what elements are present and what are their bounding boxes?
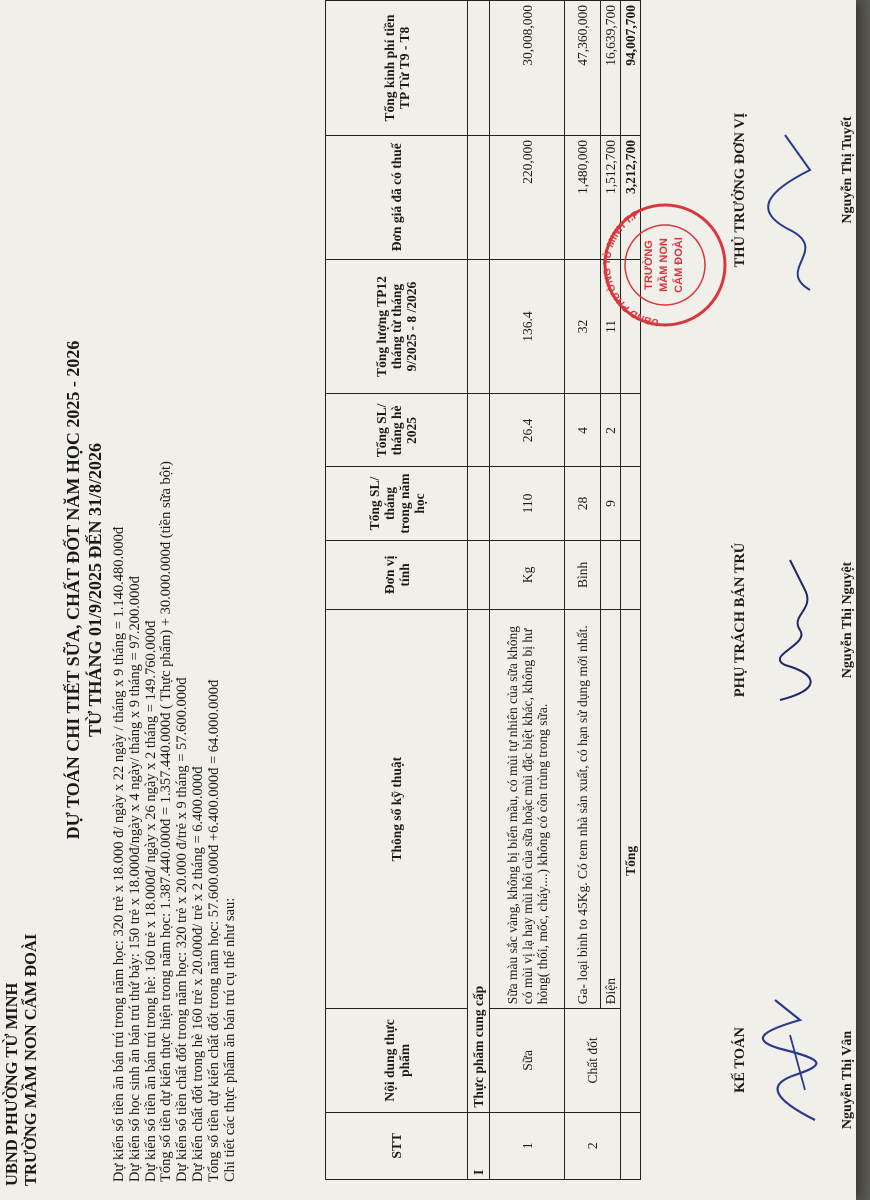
cell-name: Chất đốt <box>565 1009 621 1112</box>
unit-line-1: UBND PHƯỜNG TỪ MINH <box>2 982 21 1186</box>
cell-price: 220,000 <box>490 135 565 259</box>
cell-sl-year: 110 <box>490 467 565 540</box>
estimate-line: Dự kiến số học sinh ăn bán trú thứ bảy: 150 trẻ x 18.000đ/ngày x 4 ngày/ tháng x 9 tháng = 97.200.000đ <box>126 576 143 1182</box>
table-row <box>601 1 621 1180</box>
cell-spec: Sữa màu sắc vàng, không bị biến mầu, có mùi tự nhiên của sữa không có mùi vị lạ hay mùi hôi của sữa hoặc mùi đặc biệt khác, không bị hư hỏng( thối, mốc, cháy....) không có côn trùng trong sữa. <box>490 610 565 1009</box>
cell-amount: 30,008,000 <box>490 1 565 136</box>
accountant-name: Nguyễn Thị Vân <box>840 1030 855 1130</box>
total-amount: 94,007,700 <box>621 1 641 136</box>
cell-sl-summer: 26.4 <box>490 394 565 467</box>
header-unit: Đơn vị tính <box>326 540 468 610</box>
cell-spec: Ga- loại bình to 45Kg. Có tem nhà sản xuất, có hạn sử dụng mới nhất. <box>565 610 601 1009</box>
stamp-line-1: TRƯỜNG <box>643 240 655 290</box>
title-line-1: DỰ TOÁN CHI TIẾT SỮA, CHẤT ĐỐT NĂM HỌC 2025 - 2026 <box>63 340 83 840</box>
document-title <box>62 280 106 900</box>
cell-price: 1,512,700 <box>601 135 621 259</box>
estimate-line: Dự kiến số tiền ăn bán trú trong năm học: 320 trẻ x 18.000 đ/ ngày x 22 ngày / tháng x 9 tháng = 1.140.480.000đ <box>111 526 127 1182</box>
accountant-title: KẾ TOÁN <box>732 1027 748 1093</box>
stamp-line-2: MẦM NON <box>658 238 670 292</box>
estimate-table <box>325 0 641 1180</box>
accountant-signature <box>755 980 835 1130</box>
cell-price: 1,480,000 <box>565 135 601 259</box>
header-sl-summer: Tổng SL/ tháng hè 2025 <box>326 394 468 467</box>
cell-sl-summer: 2 <box>601 394 621 467</box>
cell-total-qty: 32 <box>565 259 601 394</box>
title-line-2: TỪ THÁNG 01/9/2025 ĐẾN 31/8/2026 <box>85 442 105 738</box>
section-row <box>468 1 490 1180</box>
total-row <box>621 1 641 1180</box>
head-signature <box>760 120 840 300</box>
cell-unit: Kg <box>490 540 565 610</box>
header-sl-year: Tổng SL/ tháng trong năm học <box>326 467 468 540</box>
section-no: I <box>468 1112 490 1179</box>
cell-amount: 47,360,000 <box>565 1 601 136</box>
header-price: Đơn giá đã có thuế <box>326 135 468 259</box>
estimate-line: Dự kiến số tiền ăn bán trú trong hè: 160 trẻ x 18.000đ/ ngày x 26 ngày x 2 tháng = 149.760.000đ <box>142 620 159 1182</box>
cell-sl-year: 9 <box>601 467 621 540</box>
section-label: Thực phẩm cung cấp <box>468 610 490 1112</box>
cell-stt: 1 <box>490 1112 565 1179</box>
unit-line-2: TRƯỜNG MẦM NON CẨM ĐOÀI <box>21 933 40 1186</box>
head-name: Nguyễn Thị Tuyết <box>840 116 855 224</box>
cell-sl-year: 28 <box>565 467 601 540</box>
cell-name: Sữa <box>490 1009 565 1112</box>
header-amount: Tổng kinh phí tiền TP Từ T9 - T8 <box>326 1 468 136</box>
official-stamp <box>600 190 730 340</box>
table-header-row <box>326 1 468 1180</box>
cell-stt: 2 <box>565 1112 621 1179</box>
table-row <box>490 1 565 1180</box>
cell-total-qty: 11 <box>601 259 621 394</box>
estimate-line: Dự kiến số tiền chất đốt trong năm học: 320 trẻ x 20.000 đ/trẻ x 9 tháng = 57.600.000đ <box>174 677 191 1182</box>
estimate-line: Dự kiến chất đốt trong hè 160 trẻ x 20.000đ/ trẻ x 2 tháng = 6.400.000đ <box>189 766 206 1182</box>
cell-amount: 16,639,700 <box>601 1 621 136</box>
cell-unit <box>601 540 621 610</box>
boarding-name: Nguyễn Thị Nguyệt <box>840 561 855 679</box>
unit-header <box>2 926 40 1186</box>
header-stt: STT <box>326 1112 468 1179</box>
estimate-line: Tổng số tiền dự kiến chất đốt trong năm học: 57.600.000đ +6.400.000đ = 64.000.000đ <box>205 679 222 1182</box>
total-label: Tổng <box>621 610 641 1112</box>
cell-spec: Điện <box>601 610 621 1009</box>
table-row <box>565 1 601 1180</box>
boarding-signature <box>760 550 830 710</box>
estimate-line: Chi tiết các thực phẩm ăn bán trú cụ thể như sau: <box>221 897 238 1182</box>
header-spec: Thông số kỹ thuật <box>326 610 468 1009</box>
stamp-outer-text: UBND PHƯỜNG TỪ MINH T.P <box>601 209 660 328</box>
stamp-line-3: CẨM ĐOÀI <box>673 237 685 293</box>
head-title: THỦ TRƯỞNG ĐƠN VỊ <box>732 112 748 268</box>
header-total-qty: Tổng lượng TP12 tháng từ tháng 9/2025 - 8 /2026 <box>326 259 468 394</box>
cell-unit: Bình <box>565 540 601 610</box>
estimate-lines <box>112 182 238 1182</box>
header-content: Nội dung thực phẩm <box>326 1009 468 1112</box>
boarding-title: PHỤ TRÁCH BÁN TRÚ <box>732 542 748 698</box>
estimate-line: Tổng số tiền dự kiến thực hiện trong năm học: 1.387.440.000đ = 1.357.440.000đ ( Thực phẩm) + 30.000.000đ (tiền sữa bột) <box>158 461 175 1182</box>
cell-total-qty: 136.4 <box>490 259 565 394</box>
total-price: 3,212,700 <box>621 135 641 259</box>
cell-sl-summer: 4 <box>565 394 601 467</box>
